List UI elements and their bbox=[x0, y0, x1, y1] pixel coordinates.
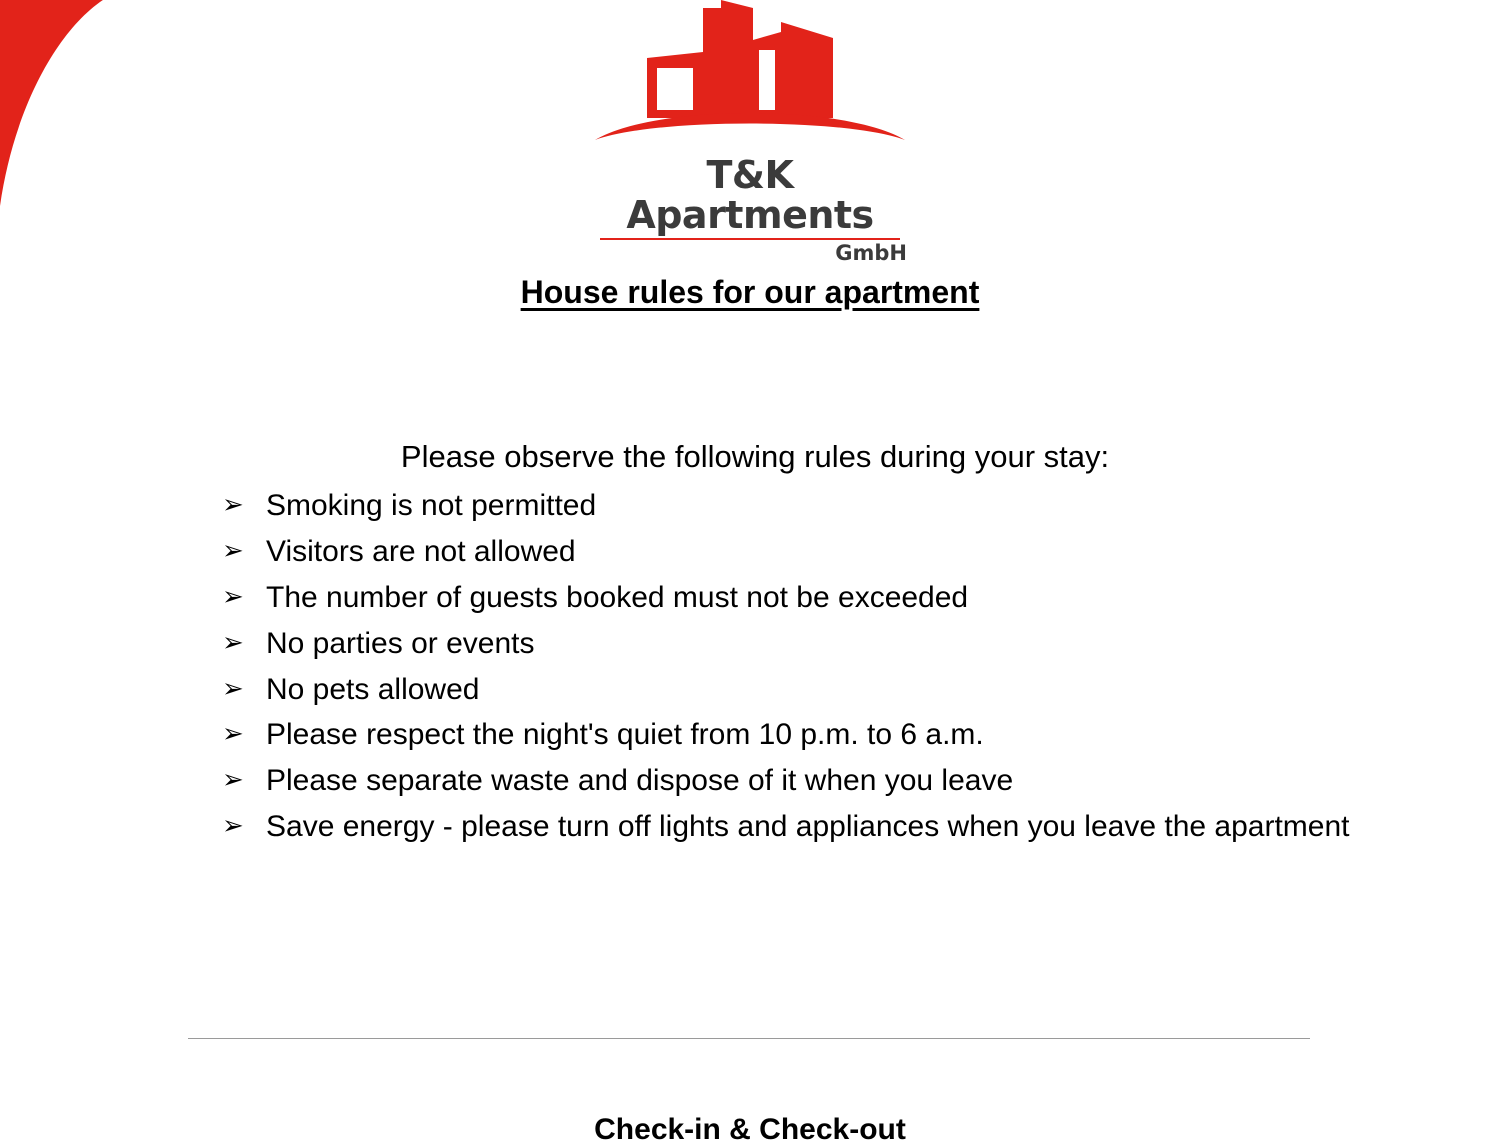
brand-name: T&K Apartments bbox=[626, 153, 874, 237]
list-item bbox=[222, 804, 1352, 850]
rule-text: Please separate waste and dispose of it when you leave bbox=[266, 764, 1014, 798]
rule-text: Please respect the night's quiet from 10 p.m. to 6 a.m. bbox=[266, 718, 984, 752]
brand-logo bbox=[0, 0, 1500, 265]
rule-text: Visitors are not allowed bbox=[266, 534, 576, 568]
arrow-bullet-icon: ➢ bbox=[222, 718, 244, 749]
brand-underline bbox=[600, 238, 900, 240]
list-item bbox=[222, 483, 1352, 529]
list-item bbox=[222, 667, 1352, 713]
intro-text: Please observe the following rules during your stay: bbox=[400, 439, 1110, 474]
arrow-bullet-icon: ➢ bbox=[222, 764, 244, 795]
arrow-bullet-icon: ➢ bbox=[222, 672, 244, 703]
arrow-bullet-icon: ➢ bbox=[222, 489, 244, 519]
footer-heading: Check-in & Check-out bbox=[594, 1112, 906, 1146]
rule-text: No pets allowed bbox=[266, 672, 480, 706]
list-item bbox=[222, 712, 1352, 758]
rules-list bbox=[222, 483, 1352, 850]
arrow-bullet-icon: ➢ bbox=[222, 580, 244, 611]
list-item bbox=[222, 758, 1352, 804]
brand-wordmark bbox=[585, 153, 915, 265]
brand-suffix: GmbH bbox=[835, 240, 907, 265]
footer-divider bbox=[188, 1038, 1310, 1039]
list-item bbox=[222, 575, 1352, 621]
page-title: House rules for our apartment bbox=[520, 274, 980, 311]
arrow-bullet-icon: ➢ bbox=[222, 626, 244, 657]
rule-text: No parties or events bbox=[266, 626, 535, 660]
rule-text: Smoking is not permitted bbox=[266, 489, 597, 522]
arrow-bullet-icon: ➢ bbox=[222, 534, 244, 565]
list-item bbox=[222, 621, 1352, 667]
rule-text: Save energy - please turn off lights and appliances when you leave the apartment bbox=[266, 810, 1350, 844]
list-item bbox=[222, 529, 1352, 575]
rule-text: The number of guests booked must not be exceeded bbox=[266, 580, 969, 614]
buildings-logo-icon bbox=[585, 0, 915, 150]
arrow-bullet-icon: ➢ bbox=[222, 810, 244, 841]
